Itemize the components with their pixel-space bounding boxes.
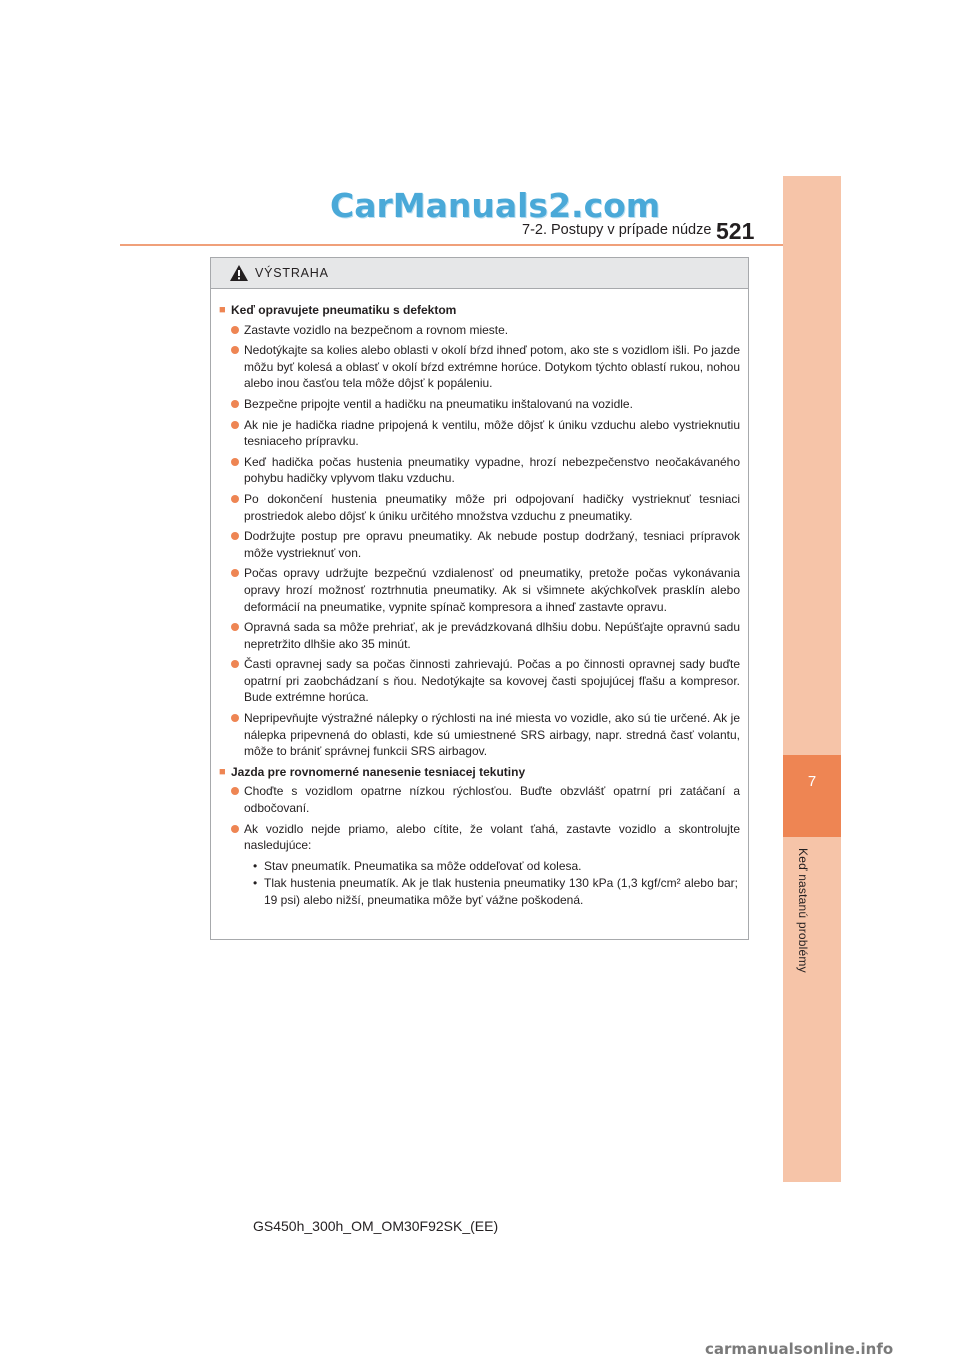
section-heading — [219, 764, 740, 781]
section-title: 7-2. Postupy v prípade núdze — [522, 222, 712, 238]
sub-bullet-mark: • — [253, 876, 258, 891]
bullet-dot-icon — [231, 825, 239, 833]
section2-list — [219, 783, 740, 853]
list-item — [219, 454, 740, 487]
chapter-number: 7 — [807, 773, 817, 790]
sub-bullet-mark: • — [253, 858, 258, 873]
bullet-dot-icon — [231, 660, 239, 668]
list-item — [219, 322, 740, 339]
warning-box — [210, 257, 749, 940]
header-rule — [120, 244, 783, 246]
list-item — [219, 396, 740, 413]
chapter-label: Keď nastanú problémy — [796, 848, 810, 973]
list-item-text: Počas opravy udržujte bezpečnú vzdialenosť od pneumatiky, pretože počas vykonávania opravy hrozí možnosť roztrhnutia pneumatiky. Ak si všimnete akýchkoľvek prasklín alebo deformácií na pneumatike, vypnite spínač kompresora a ihneď zastavte opravu. — [244, 566, 740, 614]
bullet-dot-icon — [231, 458, 239, 466]
warning-title: VÝSTRAHA — [255, 266, 329, 280]
list-item-text: Keď hadička počas hustenia pneumatiky vypadne, hrozí nebezpečenstvo neočakávaného pohybu hadičky vplyvom tlaku vzduchu. — [244, 454, 740, 486]
watermark-top: CarManuals2.com — [330, 186, 661, 225]
page-number: 521 — [716, 218, 755, 244]
list-item-text: Nepripevňujte výstražné nálepky o rýchlosti na iné miesta vo vozidle, ako sú tie určené. Ak je nálepka pripevnená do oblasti, kde sú umiestnené SRS airbagy, napr. stredná časť volantu, môže to brániť správnej funkcii SRS airbagov. — [244, 711, 740, 759]
bullet-dot-icon — [231, 787, 239, 795]
list-item — [219, 619, 740, 652]
bullet-dot-icon — [231, 495, 239, 503]
list-item — [219, 656, 740, 706]
bullet-dot-icon — [231, 421, 239, 429]
chapter-side-tab — [783, 176, 841, 1182]
list-item-text: Časti opravnej sady sa počas činnosti zahrievajú. Počas a po činnosti opravnej sady buďte opatrní pri zaobchádzaní s ňou. Nedotýkajte sa kovovej časti spojujúcej fľašu a kompresor. Bude extrémne horúca. — [244, 657, 740, 705]
list-item — [219, 710, 740, 760]
section1-list — [219, 322, 740, 760]
bullet-dot-icon — [231, 623, 239, 631]
sub-bullet-list — [219, 858, 740, 909]
list-item — [219, 528, 740, 561]
list-item-text: Opravná sada sa môže prehriať, ak je prevádzkovaná dlhšiu dobu. Nepúšťajte opravnú sadu nepretržito dlhšie ako 35 minút. — [244, 620, 740, 651]
list-item — [219, 821, 740, 854]
section-heading — [219, 302, 740, 319]
list-item-text: Ak vozidlo nejde priamo, alebo cítite, že volant ťahá, zastavte vozidlo a skontrolujte nasledujúce: — [244, 821, 740, 853]
list-item-text: Zastavte vozidlo na bezpečnom a rovnom mieste. — [244, 322, 509, 337]
list-item-text: Nedotýkajte sa kolies alebo oblasti v okolí bŕzd ihneď potom, ako ste s vozidlom išli. Po jazde môžu byť kolesá a oblasť v okolí bŕzd extrémne horúce. Dotykom týchto oblastí rukou, nohou alebo inou časťou tela môže dôjsť k popáleniu. — [244, 343, 740, 391]
chapter-number-tab — [783, 755, 841, 837]
list-item — [219, 565, 740, 615]
list-item-text: Ak nie je hadička riadne pripojená k ventilu, môže dôjsť k úniku vzduchu alebo vystrieknutiu tesniaceho prípravku. — [244, 417, 740, 449]
section-heading-text: Jazda pre rovnomerné nanesenie tesniacej tekutiny — [231, 764, 526, 779]
warning-header — [211, 258, 748, 289]
list-item-text: Bezpečne pripojte ventil a hadičku na pneumatiku inštalovanú na vozidle. — [244, 396, 633, 411]
list-item — [219, 417, 740, 450]
bullet-dot-icon — [231, 714, 239, 722]
sub-bullet-item — [219, 875, 740, 908]
sub-bullet-text: Tlak hustenia pneumatík. Ak je tlak hustenia pneumatiky 130 kPa (1,3 kgf/cm² alebo bar; 19 psi) alebo nižší, pneumatika môže byť vážne poškodená. — [264, 876, 738, 907]
square-bullet-icon: ■ — [219, 304, 226, 316]
list-item-text: Po dokončení hustenia pneumatiky môže pri odpojovaní hadičky vystrieknuť tesniaci prostriedok alebo dôjsť k úniku určitého množstva vzduchu z pneumatiky. — [244, 491, 740, 523]
footer-document-code: GS450h_300h_OM_OM30F92SK_(EE) — [253, 1218, 499, 1234]
warning-body — [211, 289, 748, 909]
section-heading-text: Keď opravujete pneumatiku s defektom — [231, 303, 457, 317]
sub-bullet-item — [219, 858, 740, 875]
list-item — [219, 783, 740, 816]
bullet-dot-icon — [231, 569, 239, 577]
bullet-dot-icon — [231, 532, 239, 540]
list-item — [219, 342, 740, 392]
bullet-dot-icon — [231, 326, 239, 334]
list-item-text: Choďte s vozidlom opatrne nízkou rýchlosťou. Buďte obzvlášť opatrní pri zatáčaní a odbočovaní. — [244, 784, 740, 816]
sub-bullet-text: Stav pneumatík. Pneumatika sa môže oddeľovať od kolesa. — [264, 858, 582, 873]
bullet-dot-icon — [231, 400, 239, 408]
warning-triangle-icon — [229, 264, 249, 282]
watermark-bottom: carmanualsonline.info — [705, 1340, 894, 1358]
list-item-text: Dodržujte postup pre opravu pneumatiky. Ak nebude postup dodržaný, tesniaci prípravok môže vystrieknuť von. — [244, 529, 740, 560]
square-bullet-icon: ■ — [219, 765, 226, 778]
list-item — [219, 491, 740, 524]
bullet-dot-icon — [231, 346, 239, 354]
